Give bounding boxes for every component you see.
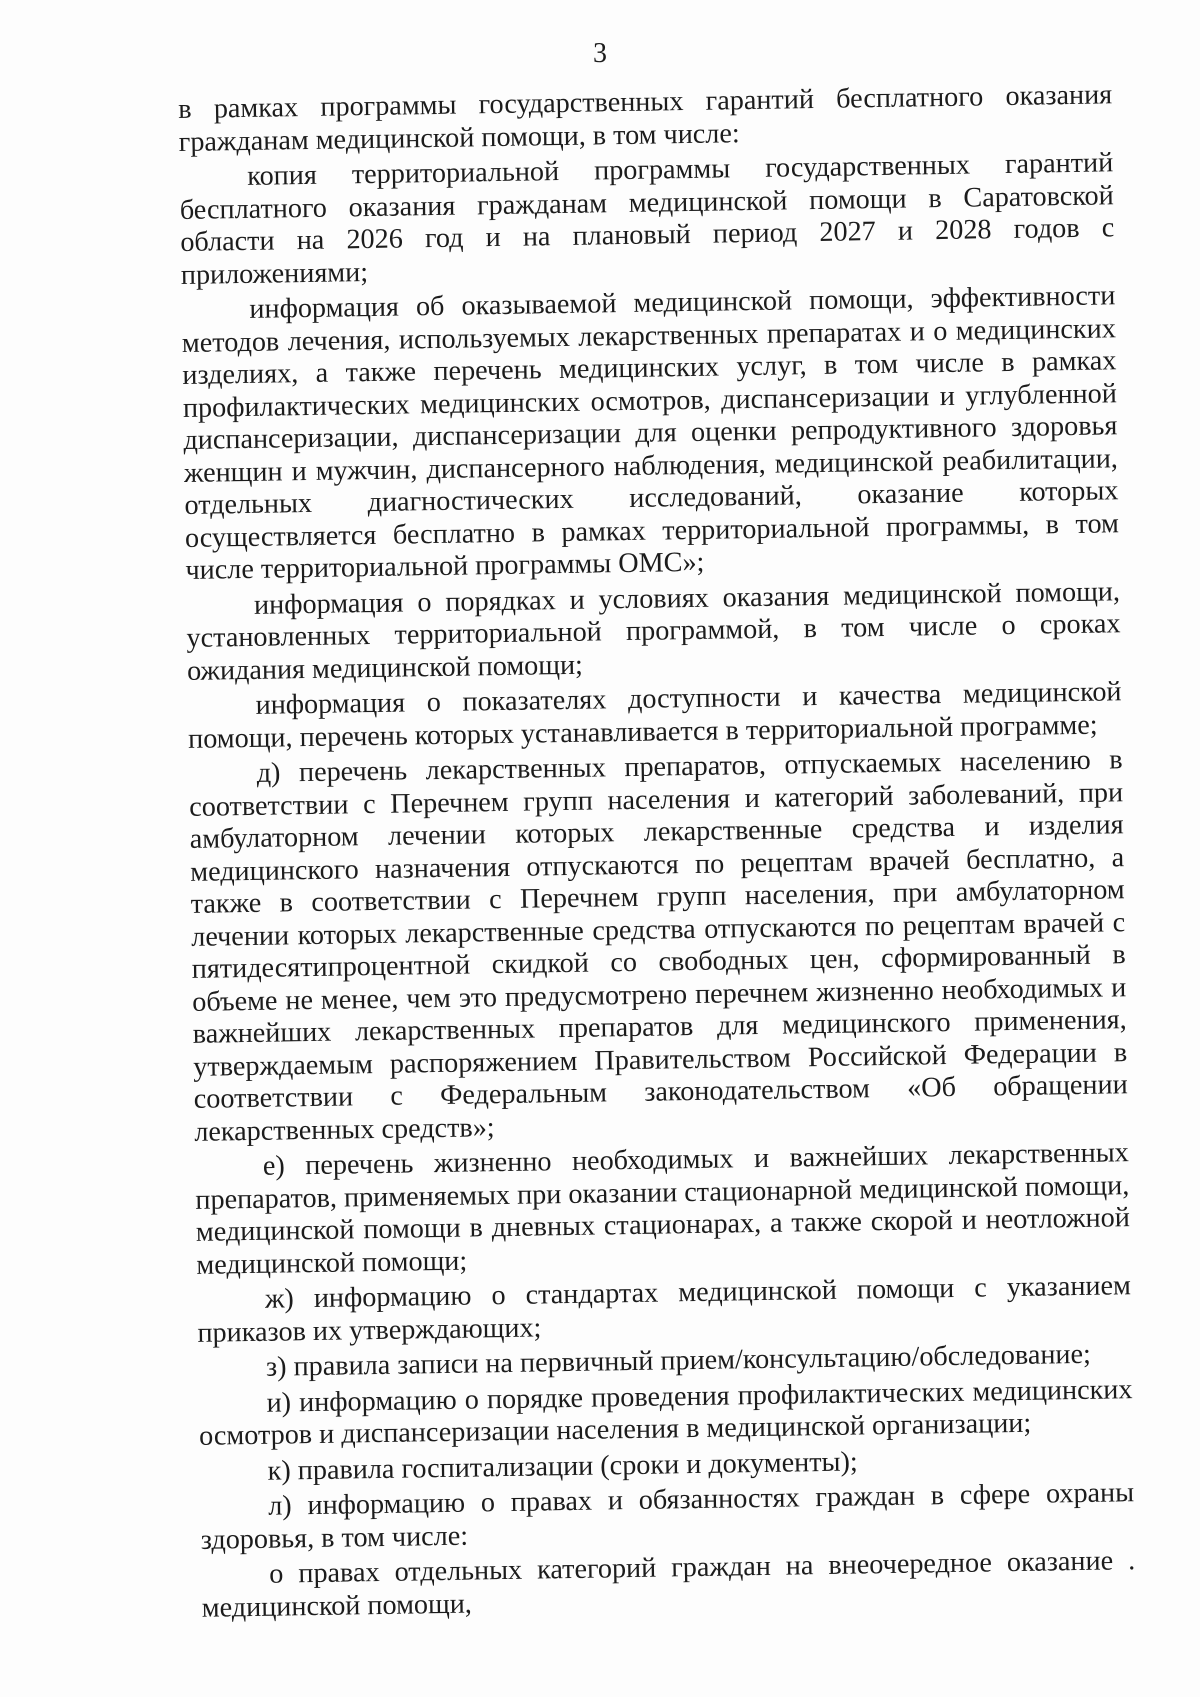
paragraph: информация о показателях доступности и качества медицинской помощи, перечень которых устанавливается в территориальной программе;	[187, 676, 1122, 755]
paragraph: о правах отдельных категорий граждан на внеочередное оказание . медицинской помощи,	[201, 1545, 1136, 1624]
paragraph-item-d: д) перечень лекарственных препаратов, отпускаемых населению в соответствии с Перечнем групп населения и категорий заболеваний, при амбулаторном лечении которых лекарственные средства и изделия медицинского назначения отпускаются по рецептам врачей бесплатно, а также в соответствии с Перечнем групп населения, при амбулаторном лечении которых лекарственные средства отпускаются по рецептам врачей с пятидесятипроцентной скидкой со свободных цен, сформированный в объеме не менее, чем это предусмотрено перечнем жизненно необходимых и важнейших лекарственных препаратов для медицинского применения, утверждаемым распоряжением Правительством Российской Федерации в соответствии с Федеральным законодательством «Об обращении лекарственных средств»;	[188, 744, 1128, 1148]
paragraph-item-k: к) правила госпитализации (сроки и документы);	[267, 1445, 858, 1487]
page-number: 3	[593, 38, 607, 69]
paragraph-item-i: и) информацию о порядке проведения профилактических медицинских осмотров и диспансеризации населения в медицинской организации;	[198, 1373, 1133, 1452]
paragraph: копия территориальной программы государственных гарантий бесплатного оказания гражданам медицинской помощи в Саратовской области на 2026 год и на плановый период 2027 и 2028 годов с приложениями;	[179, 147, 1115, 291]
paragraph: информация об оказываемой медицинской помощи, эффективности методов лечения, используемых лекарственных препаратах и о медицинских изделиях, а также перечень медицинских услуг, в том числе в рамках профилактических медицинских осмотров, диспансеризации и углубленной диспансеризации, диспансеризации для оценки репродуктивного здоровья женщин и мужчин, диспансерного наблюдения, медицинской реабилитации, отдельных диагностических исследований, оказание которых осуществляется бесплатно в рамках территориальной программы, в том числе территориальной программы ОМС»;	[181, 280, 1120, 586]
paragraph-item-e: е) перечень жизненно необходимых и важнейших лекарственных препаратов, применяемых при оказании стационарной медицинской помощи, медицинской помощи в дневных стационарах, а также скорой и неотложной медицинской помощи;	[195, 1137, 1131, 1281]
paragraph-item-l: л) информацию о правах и обязанностях граждан в сфере охраны здоровья, в том числе:	[200, 1477, 1135, 1556]
paragraph: информация о порядках и условиях оказания медицинской помощи, установленных территориальной программой, в том числе о сроках ожидания медицинской помощи;	[186, 575, 1121, 687]
paragraph-item-zh: ж) информацию о стандартах медицинской помощи с указанием приказов их утверждающих;	[197, 1270, 1132, 1349]
document-body	[178, 79, 1136, 1627]
paragraph: в рамках программы государственных гарантий бесплатного оказания гражданам медицинской помощи, в том числе:	[178, 79, 1113, 158]
paragraph-item-z: з) правила записи на первичный прием/консультацию/обследование;	[265, 1338, 1092, 1383]
